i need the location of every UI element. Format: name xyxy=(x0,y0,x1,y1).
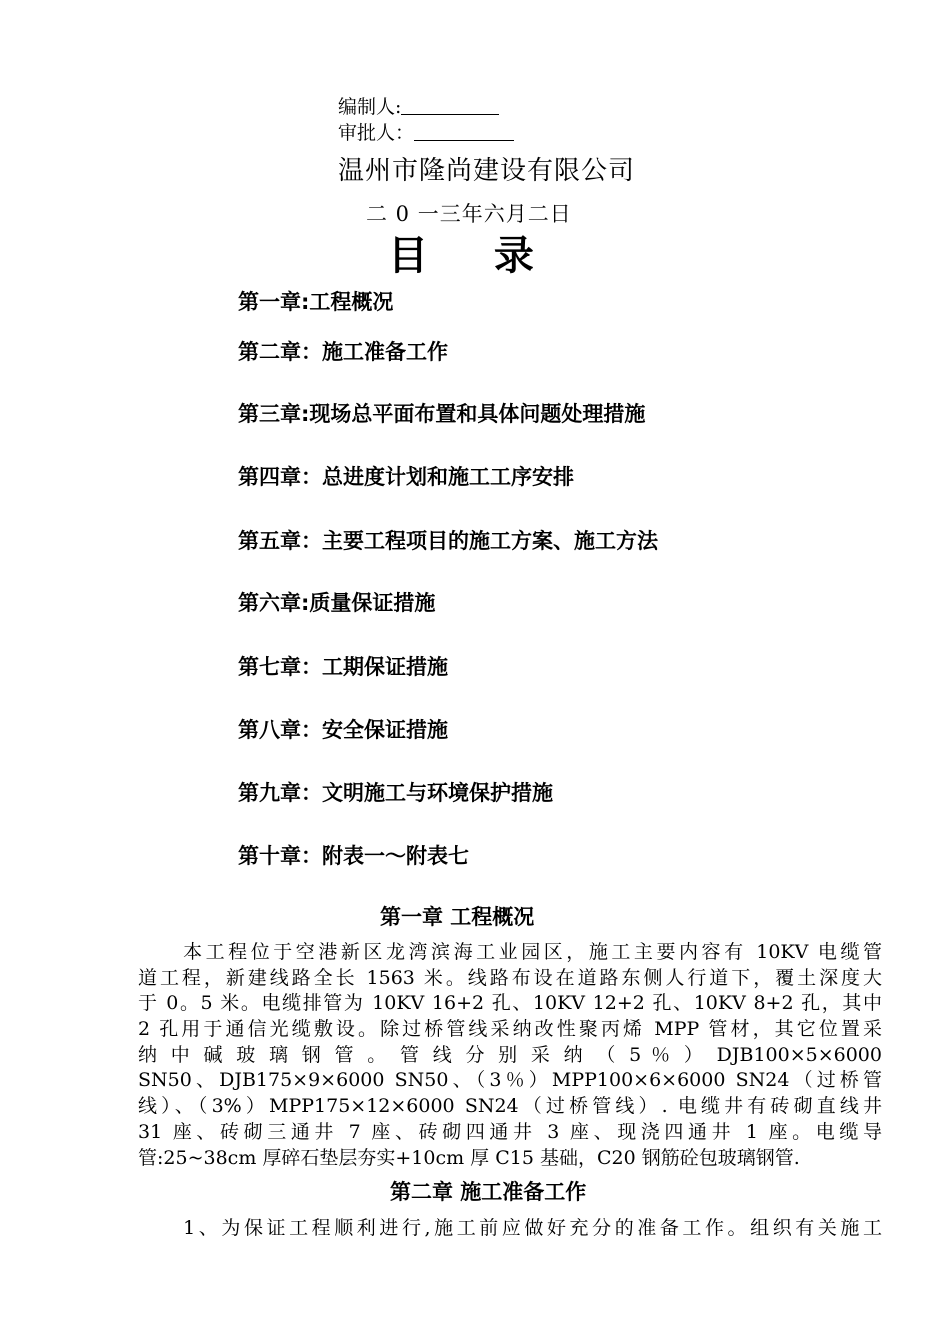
toc-item-9: 第九章：文明施工与环境保护措施 xyxy=(238,781,553,805)
approver-line xyxy=(338,118,514,145)
toc-item-7: 第七章：工期保证措施 xyxy=(238,655,448,679)
toc-title: 目 录 xyxy=(388,232,560,279)
toc-item-4: 第四章：总进度计划和施工工序安排 xyxy=(238,465,574,489)
paragraph-line: SN50、DJB175×9×6000 SN50、（3％）MPP100×6×6000 SN24（过桥管 xyxy=(138,1069,882,1092)
toc-item-10: 第十章：附表一～附表七 xyxy=(238,844,469,868)
paragraph-line: 2 孔用于通信光缆敷设。除过桥管线采纳改性聚丙烯 MPP 管材，其它位置采 xyxy=(138,1018,882,1041)
paragraph-line: 本工程位于空港新区龙湾滨海工业园区，施工主要内容有 10KV 电缆管 xyxy=(138,941,882,963)
chapter1-heading: 第一章 工程概况 xyxy=(380,905,535,929)
approver-blank xyxy=(414,122,514,141)
document-date: 二 0 一三年六月二日 xyxy=(366,202,572,226)
toc-item-5: 第五章：主要工程项目的施工方案、施工方法 xyxy=(238,529,658,553)
paragraph-line: 31 座、砖砌三通井 7 座、砖砌四通井 3 座、现浇四通井 1 座。电缆导 xyxy=(138,1120,882,1143)
paragraph-line: 1、为保证工程顺利进行,施工前应做好充分的准备工作。组织有关施工 xyxy=(138,1217,882,1239)
paragraph-line: 线）、（3%）MPP175×12×6000 SN24（过桥管线）. 电缆井有砖砌直线井 xyxy=(138,1095,882,1118)
paragraph-line: 管:25~38cm 厚碎石垫层夯实+10cm 厚 C15 基础，C20 钢筋砼包玻璃钢管. xyxy=(138,1146,800,1169)
toc-item-2: 第二章：施工准备工作 xyxy=(238,340,448,364)
chapter1-paragraph xyxy=(138,940,882,1171)
compiler-label: 编制人: xyxy=(338,96,402,118)
toc-item-8: 第八章：安全保证措施 xyxy=(238,718,448,742)
approver-label: 审批人： xyxy=(338,122,415,144)
chapter2-paragraph xyxy=(138,1216,882,1242)
chapter2-heading: 第二章 施工准备工作 xyxy=(390,1180,587,1204)
toc-item-1: 第一章:工程概况 xyxy=(238,290,394,314)
company-name: 温州市隆尚建设有限公司 xyxy=(338,156,636,186)
paragraph-line: 于 0。5 米。电缆排管为 10KV 16+2 孔、10KV 12+2 孔、10KV 8+2 孔，其中 xyxy=(138,992,882,1015)
toc-item-6: 第六章:质量保证措施 xyxy=(238,591,436,615)
paragraph-line: 纳 中 碱 玻 璃 钢 管 。 管 线 分 别 采 纳 （ 5 ％ ） DJB100×5×6000 xyxy=(138,1043,882,1066)
paragraph-line: 道工程，新建线路全长 1563 米。线路布设在道路东侧人行道下，覆土深度大 xyxy=(138,966,882,989)
compiler-line xyxy=(338,92,499,119)
toc-item-3: 第三章:现场总平面布置和具体问题处理措施 xyxy=(238,402,646,426)
compiler-blank xyxy=(401,96,499,115)
